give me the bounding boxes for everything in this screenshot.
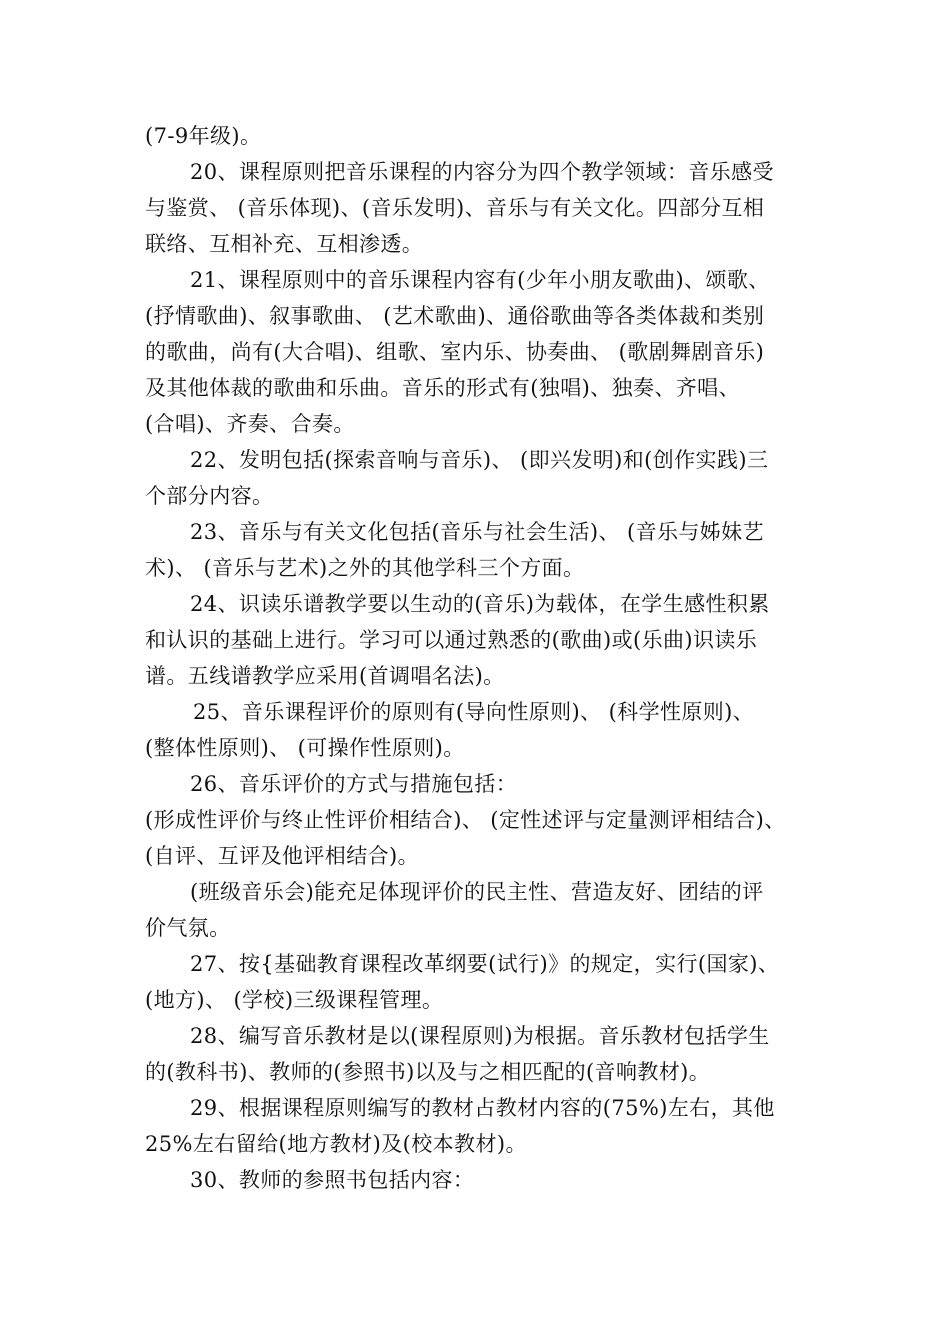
text-line: 价气氛。 bbox=[145, 916, 231, 940]
text-line: 29、根据课程原则编写的教材占教材内容的(75%)左右，其他 bbox=[190, 1096, 775, 1120]
text-line: (自评、互评及他评相结合)。 bbox=[145, 844, 419, 868]
text-line: (7-9年级)。 bbox=[145, 124, 262, 148]
text-line: 25%左右留给(地方教材)及(校本教材)。 bbox=[145, 1132, 527, 1156]
text-line: 术)、 (音乐与艺术)之外的其他学科三个方面。 bbox=[145, 556, 585, 580]
text-line: 24、识读乐谱教学要以生动的(音乐)为载体，在学生感性积累 bbox=[190, 592, 770, 616]
text-line: 谱。五线谱教学应采用(首调唱名法)。 bbox=[145, 664, 505, 688]
text-line: 个部分内容。 bbox=[145, 484, 274, 508]
text-line: (整体性原则)、 (可操作性原则)。 bbox=[145, 736, 465, 760]
text-line: 及其他体裁的歌曲和乐曲。音乐的形式有(独唱)、独奏、齐唱、 bbox=[145, 376, 740, 400]
text-line: (形成性评价与终止性评价相结合)、 (定性述评与定量测评相结合)、 bbox=[145, 808, 786, 832]
text-line: 27、按{基础教育课程改革纲要(试行)》的规定，实行(国家)、 bbox=[190, 952, 780, 976]
text-line: 25、音乐课程评价的原则有(导向性原则)、 (科学性原则)、 bbox=[193, 700, 755, 724]
text-line: 23、音乐与有关文化包括(音乐与社会生活)、 (音乐与姊妹艺 bbox=[190, 520, 764, 544]
text-line: 的(教科书)、教师的(参照书)以及与之相匹配的(音响教材)。 bbox=[145, 1060, 711, 1084]
text-line: 与鉴赏、 (音乐体现)、(音乐发明)、音乐与有关文化。四部分互相 bbox=[145, 196, 765, 220]
text-line: 30、教师的参照书包括内容： bbox=[190, 1168, 475, 1192]
text-line: 28、编写音乐教材是以(课程原则)为根据。音乐教材包括学生 bbox=[190, 1024, 770, 1048]
text-line: 联络、互相补充、互相渗透。 bbox=[145, 232, 424, 256]
text-line: (合唱)、齐奏、合奏。 bbox=[145, 412, 355, 436]
text-line: 26、音乐评价的方式与措施包括： bbox=[190, 772, 518, 796]
text-line: (班级音乐会)能充足体现评价的民主性、营造友好、团结的评 bbox=[190, 880, 764, 904]
text-line: 的歌曲，尚有(大合唱)、组歌、室内乐、协奏曲、 (歌剧舞剧音乐) bbox=[145, 340, 765, 364]
text-line: 20、课程原则把音乐课程的内容分为四个教学领域：音乐感受 bbox=[190, 160, 774, 184]
text-line: (地方)、 (学校)三级课程管理。 bbox=[145, 988, 444, 1012]
text-line: 和认识的基础上进行。学习可以通过熟悉的(歌曲)或(乐曲)识读乐 bbox=[145, 628, 758, 652]
text-line: 21、课程原则中的音乐课程内容有(少年小朋友歌曲)、颂歌、 bbox=[190, 268, 770, 292]
text-line: (抒情歌曲)、叙事歌曲、 (艺术歌曲)、通俗歌曲等各类体裁和类别 bbox=[145, 304, 765, 328]
text-line: 22、发明包括(探索音响与音乐)、 (即兴发明)和(创作实践)三 bbox=[190, 448, 769, 472]
